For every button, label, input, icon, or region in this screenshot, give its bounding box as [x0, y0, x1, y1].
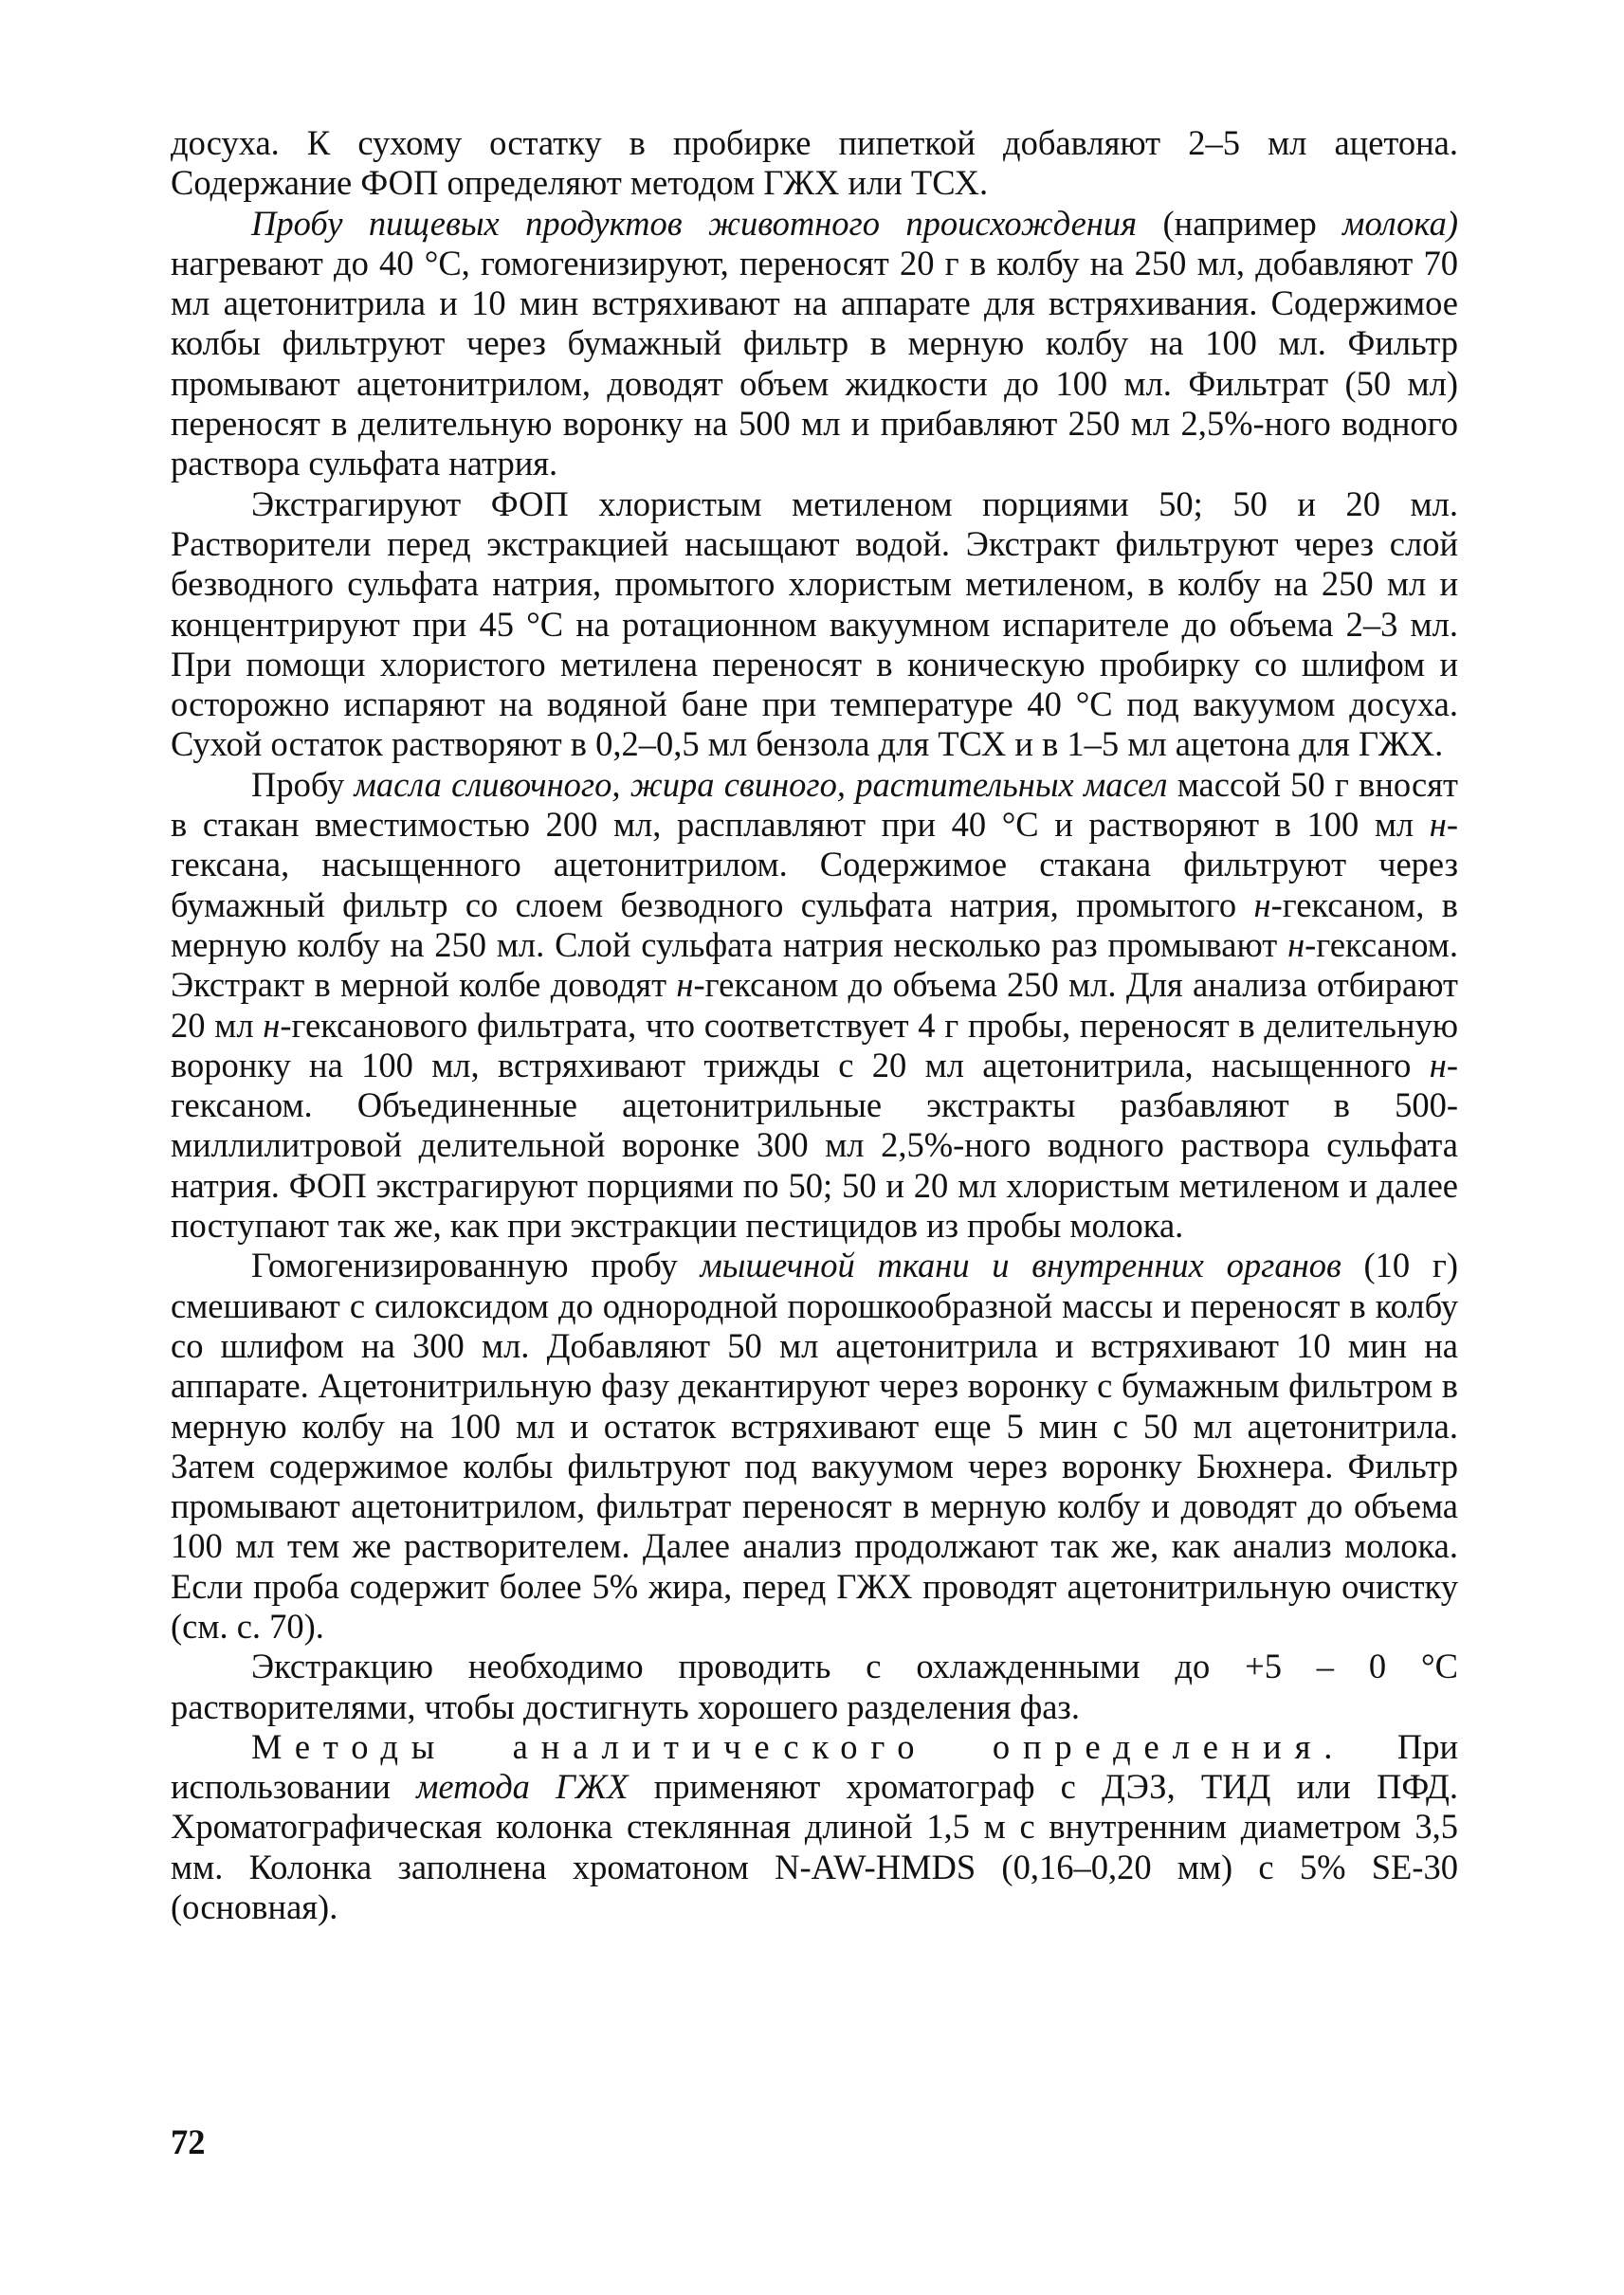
text-segment: -гексанового фильтрата, что соответствует 4 г пробы, переносят в делительную воронку на 100 мл, встряхивают трижды с 20 мл ацетонитрила, насыщенного — [171, 1005, 1459, 1084]
page-number: 72 — [171, 2122, 206, 2161]
text-segment: (10 г) смешивают с силоксидом до однородной порошкообразной массы и переносят в колбу со шлифом на 300 мл. Добавляют 50 мл ацетонитрила и встряхивают 10 мин на аппарате. Ацетонитрильную фазу декантируют через воронку с бумажным фильтром в мерную колбу на 100 мл и остаток встряхивают еще 5 мин с 50 мл ацетонитрила. Затем содержимое колбы фильтруют под вакуумом через воронку Бюхнера. Фильтр промывают ацетонитрилом, фильтрат переносят в мерную колбу и доводят до объема 100 мл тем же растворителем. Далее анализ продолжают так же, как анализ молока. Если проба содержит более 5% жира, перед ГЖХ проводят ацетонитрильную очистку (см. с. 70). — [171, 1246, 1458, 1646]
text-segment-italic: н — [1253, 884, 1271, 924]
paragraph-6 — [171, 1727, 1458, 1927]
text-segment: нагревают до 40 °С, гомогенизируют, переносят 20 г в колбу на 250 мл, добавляют 70 мл ацетонитрила и 10 мин встряхивают на аппарате для встряхивания. Содержимое колбы фильтруют через бумажный фильтр в мерную колбу на 100 мл. Фильтр промывают ацетонитрилом, доводят объем жидкости до 100 мл. Фильтрат (50 мл) переносят в делительную воронку на 500 мл и прибавляют 250 мл 2,5%-ного водного раствора сульфата натрия. — [171, 243, 1458, 483]
paragraph-0 — [171, 123, 1458, 204]
paragraph-3 — [171, 765, 1458, 1247]
text-segment: -гексаном. Объединенные ацетонитрильные экстракты разбавляют в 500-миллилитровой делительной воронке 300 мл 2,5%-ного водного раствора сульфата натрия. ФОП экстрагируют порциями по 50; 50 и 20 мл хлористым метиленом и далее поступают так же, как при экстракции пестицидов из пробы молока. — [171, 1045, 1458, 1246]
paragraph-1 — [171, 204, 1458, 484]
text-segment-italic: мышечной ткани и внутренних органов — [700, 1246, 1341, 1285]
paragraph-4 — [171, 1246, 1458, 1647]
text-segment-italic: н — [676, 965, 694, 1005]
text-segment: применяют хроматограф с ДЭЗ, ТИД или ПФД. Хроматографическая колонка стеклянная длиной 1,5 м с внутренним диаметром 3,5 мм. Колонка заполнена хроматоном N-AW-HMDS (0,16–0,20 мм) с 5% SE-30 (основная). — [171, 1767, 1458, 1927]
text-segment-italic: молока) — [1342, 203, 1458, 243]
text-segment: массой 50 г вносят в стакан вместимостью 200 мл, расплавляют при 40 °С и растворяют в 100 мл — [171, 764, 1458, 845]
text-segment-italic: н — [1429, 805, 1447, 845]
text-segment: досуха. К сухому остатку в пробирке пипеткой добавляют 2–5 мл ацетона. Содержание ФОП определяют методом ГЖХ или ТСХ. — [171, 123, 1458, 203]
text-segment: При использовании — [171, 1726, 1458, 1807]
text-segment: Экстрагируют ФОП хлористым метиленом порциями 50; 50 и 20 мл. Растворители перед экстракцией насыщают водой. Экстракт фильтруют через слой безводного сульфата натрия, промытого хлористым метиленом, в колбу на 250 мл и концентрируют при 45 °С на ротационном вакуумном испарителе до объема 2–3 мл. При помощи хлористого метилена переносят в коническую пробирку со шлифом и осторожно испаряют на водяной бане при температуре 40 °С под вакуумом досуха. Сухой остаток растворяют в 0,2–0,5 мл бензола для ТСХ и в 1–5 мл ацетона для ГЖХ. — [171, 483, 1458, 764]
text-segment-italic: метода ГЖХ — [416, 1767, 629, 1807]
section-heading-spaced: Методы аналитического определения. — [251, 1726, 1346, 1766]
text-segment-italic: н — [263, 1005, 281, 1045]
text-segment-italic: Пробу пищевых продуктов животного происхождения — [251, 203, 1138, 243]
text-segment: Гомогенизированную пробу — [251, 1246, 701, 1285]
text-segment: Пробу — [251, 764, 355, 804]
text-segment-italic: масла сливочного, жира свиного, растительных масел — [354, 764, 1168, 804]
text-segment: -гексана, насыщенного ацетонитрилом. Содержимое стакана фильтруют через бумажный фильтр со слоем безводного сульфата натрия, промытого — [171, 805, 1458, 924]
text-segment: (например — [1137, 203, 1343, 243]
text-segment: -гексаном. Экстракт в мерной колбе доводят — [171, 924, 1458, 1005]
text-segment: -гексаном до объема 250 мл. Для анализа отбирают 20 мл — [171, 965, 1458, 1045]
page-body — [171, 123, 1458, 1927]
paragraph-5 — [171, 1647, 1458, 1727]
text-segment-italic: н — [1287, 924, 1305, 964]
paragraph-2 — [171, 484, 1458, 765]
text-segment: -гексаном, в мерную колбу на 250 мл. Слой сульфата натрия несколько раз промывают — [171, 884, 1458, 964]
text-segment: Экстракцию необходимо проводить с охлажденными до +5 – 0 °С растворителями, чтобы достигнуть хорошего разделения фаз. — [171, 1647, 1458, 1726]
text-segment-italic: н — [1429, 1045, 1447, 1084]
